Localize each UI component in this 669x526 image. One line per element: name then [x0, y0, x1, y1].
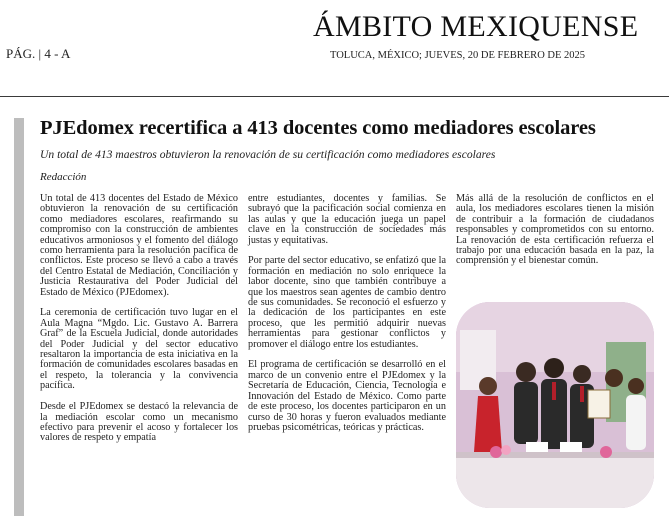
- article-sidebar-bar: [14, 118, 24, 516]
- article-byline: Redacción: [40, 171, 87, 183]
- paragraph: Más allá de la resolución de conflictos en el aula, los mediadores escolares tienen la misión de contribuir a la formación de ciudadanos responsables y comprometidos con su entorno. La renovación de esta certificación refuerza el trabajo por una educación basada en la paz, la comprensión y el bienestar común.: [456, 193, 654, 267]
- ceremony-photo: [456, 302, 654, 508]
- article-deck: Un total de 413 maestros obtuvieron la renovación de su certificación como mediadores escolares: [40, 148, 496, 161]
- article-column-3: [456, 194, 654, 277]
- masthead: ÁMBITO MEXIQUENSE: [313, 10, 639, 43]
- photo-illustration: [456, 302, 654, 508]
- page-number: PÁG. | 4 - A: [6, 46, 71, 61]
- article-column-2: [248, 194, 446, 444]
- paragraph: La ceremonia de certificación tuvo lugar en el Aula Magna “Mgdo. Lic. Gustavo A. Barrera Graf” de la Escuela Judicial, donde autoridades del Poder Judicial y del sector educativo resaltaron la importancia de esta iniciativa en la formación de comunidades escolares basadas en el respeto, la tolerancia y la convivencia pacífica.: [40, 307, 238, 392]
- paragraph: El programa de certificación se desarrolló en el marco de un convenio entre el PJEdomex y la Secretaría de Educación, Ciencia, Tecnología e Innovación del Estado de México. Como parte de este proceso, los docentes participaron en un curso de 30 horas y fueron evaluados mediante pruebas psicométricas, teóricas y prácticas.: [248, 359, 446, 433]
- dateline: TOLUCA, MÉXICO; JUEVES, 20 DE FEBRERO DE 2025: [330, 50, 586, 61]
- paragraph: entre estudiantes, docentes y familias. Se subrayó que la pacificación social comienza en las aulas y que la educación juega un papel clave en la construcción de sociedades más justas y equitativas.: [248, 193, 446, 246]
- paragraph: Desde el PJEdomex se destacó la relevancia de la mediación escolar como un mecanismo efectivo para prevenir el acoso y fortalecer los valores de respeto y empatía: [40, 401, 238, 444]
- header-rule: [0, 96, 669, 97]
- paragraph: Un total de 413 docentes del Estado de México obtuvieron la renovación de su certificación como mediadores escolares, reafirmando su compromiso con la construcción de ambientes educativos armoniosos y el fomento del diálogo como herramienta para la resolución pacífica de conflictos. Este proceso se llevó a cabo a través del Centro Estatal de Mediación, Conciliación y Justicia Restaurativa del Poder Judicial del Estado de México (PJEdomex).: [40, 193, 238, 298]
- paragraph: Por parte del sector educativo, se enfatizó que la formación en mediación no solo enriquece la labor docente, sino que también contribuye a que los maestros sean agentes de cambio dentro de sus comunidades. Se reconoció el esfuerzo y la dedicación de los participantes en este proceso, que les permitió adquirir nuevas herramientas para gestionar conflictos y promover el diálogo entre los estudiantes.: [248, 255, 446, 350]
- article-headline: PJEdomex recertifica a 413 docentes como mediadores escolares: [40, 117, 596, 139]
- article-column-1: [40, 194, 238, 454]
